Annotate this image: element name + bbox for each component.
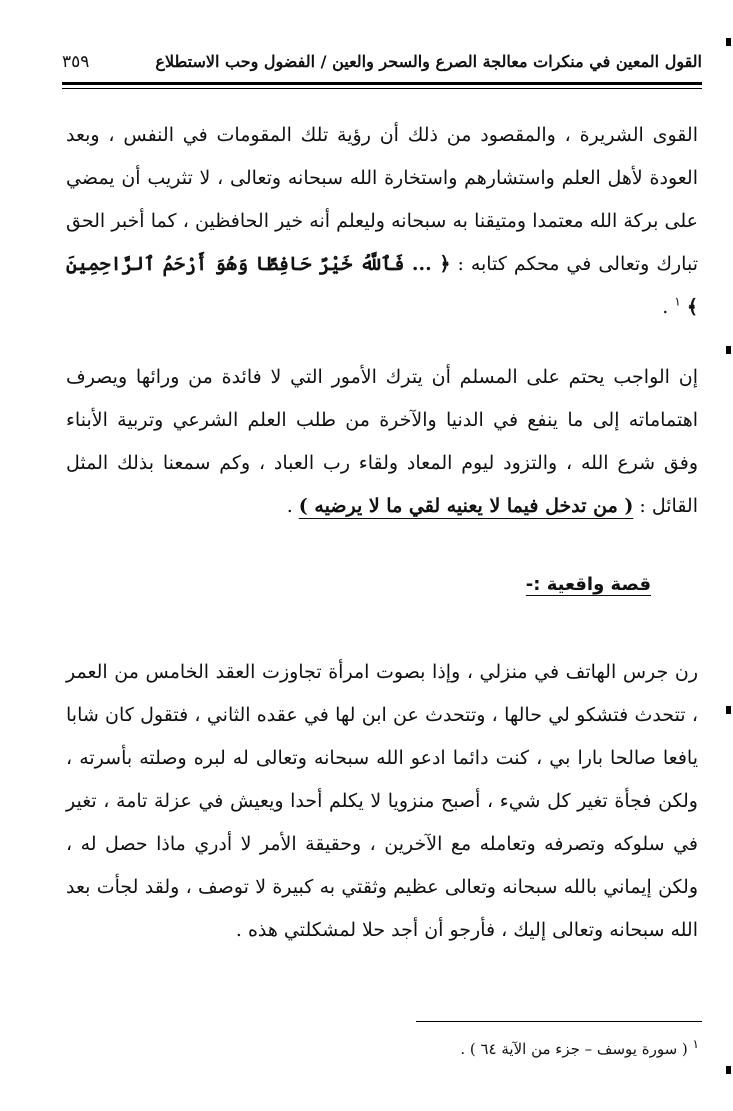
paragraph-1 xyxy=(66,114,698,329)
quran-verse: ﴿ ... فَٱللَّهُ خَيْرٌ حَافِظًا وَهُوَ أَرْحَمُ ٱلرَّاحِمِينَ ﴾ xyxy=(66,253,698,318)
proverb-quote: ( من تدخل فيما لا يعنيه لقي ما لا يرضيه ) xyxy=(298,495,634,517)
section-heading: قصة واقعية :- xyxy=(525,574,651,595)
footnote-marker: ١ xyxy=(692,1037,699,1051)
header-rule-thin xyxy=(62,88,702,89)
paragraph-story xyxy=(66,651,698,952)
footnote-text: ( سورة يوسف – جزء من الآية ٦٤ ) . xyxy=(460,1040,688,1058)
paragraph-2 xyxy=(66,356,698,528)
margin-mark xyxy=(726,1066,731,1074)
margin-mark xyxy=(726,706,731,714)
paragraph-1-text: القوى الشريرة ، والمقصود من ذلك أن رؤية تلك المقومات في النفس ، وبعد العودة لأهل العلم واستشارهم واستخارة الله سبحانه وتعالى ، لا تثريب أن يمضي على بركة الله معتمدا ومتيقنا به سبحانه وليعلم أنه خير الحافظين ، كما أخبر الحق تبارك وتعالى في محكم كتابه : xyxy=(66,124,698,275)
page-number: ٣٥٩ xyxy=(62,52,90,72)
paragraph-story-text: رن جرس الهاتف في منزلي ، وإذا بصوت امرأة تجاوزت العقد الخامس من العمر ، تتحدث فتشكو لي حالها ، وتتحدث عن ابن لها في عقده الثاني ، فتقول كان شابا يافعا صالحا بارا بي ، كنت دائما ادعو الله سبحانه وتعالى له لبره وصلته بأسرته ، ولكن فجأة تغير كل شيء ، أصبح منزويا لا يكلم أحدا ويعيش في عزلة تامة ، تغير في سلوكه وتصرفه وتعامله مع الآخرين ، وحقيقة الأمر لا أدري ماذا حصل له ، ولكن إيماني بالله سبحانه وتعالى عظيم وثقتي به كبيرة لا توصف ، ولقد لجأت بعد الله سبحانه وتعالى إليك ، فأرجو أن أجد حلا لمشكلتي هذه . xyxy=(66,661,698,941)
footnote xyxy=(460,1037,699,1058)
footnote-rule xyxy=(416,1021,702,1022)
paragraph-2-text: إن الواجب يحتم على المسلم أن يترك الأمور التي لا فائدة من ورائها ويصرف اهتماماته إلى ما ينفع في الدنيا والآخرة من طلب العلم الشرعي وتربية الأبناء وفق شرع الله ، والتزود ليوم المعاد ولقاء رب العباد ، وكم سمعنا بذلك المثل القائل : xyxy=(66,366,698,517)
margin-mark xyxy=(726,346,731,354)
footnote-reference: ١ xyxy=(674,294,681,309)
header-rule xyxy=(62,82,702,85)
margin-mark xyxy=(726,38,731,46)
running-header xyxy=(62,50,702,80)
paragraph-1-end: . xyxy=(662,296,675,318)
header-title: القول المعين في منكرات معالجة الصرع والسحر والعين / الفضول وحب الاستطلاع xyxy=(155,52,702,71)
paragraph-2-end: . xyxy=(286,495,299,517)
